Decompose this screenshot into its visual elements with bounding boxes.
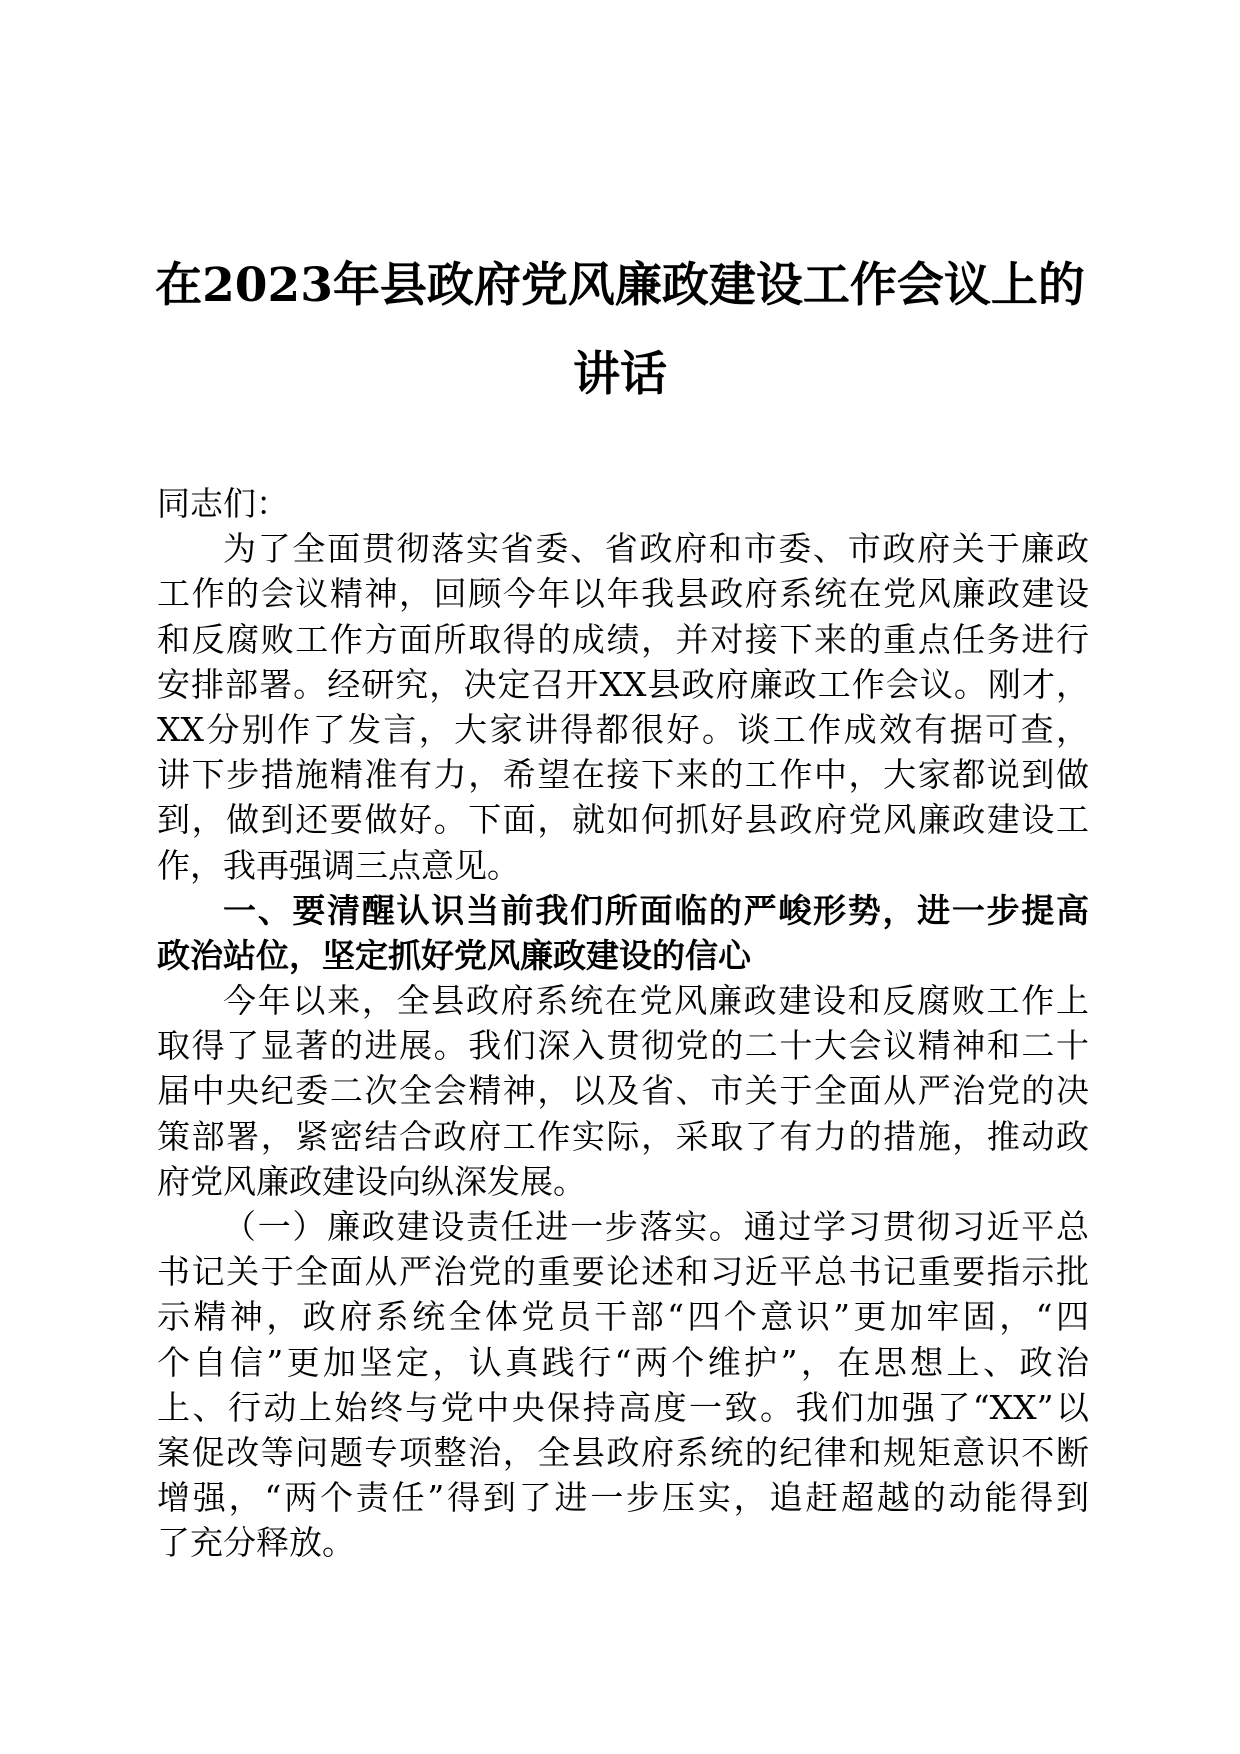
paragraph-line: 了充分释放。 xyxy=(157,1523,355,1563)
section-heading-line: 一、要清醒认识当前我们所面临的严峻形势，进一步提高 xyxy=(223,890,1089,930)
paragraph-line: 增强，“两个责任”得到了进一步压实，追赶超越的动能得到 xyxy=(157,1478,1089,1518)
section-heading-line: 政治站位，坚定抓好党风廉政建设的信心 xyxy=(157,935,751,975)
document-body xyxy=(157,481,1089,1566)
paragraph-line: 上、行动上始终与党中央保持高度一致。我们加强了“XX”以 xyxy=(157,1387,1089,1427)
paragraph-line: 讲下步措施精准有力，希望在接下来的工作中，大家都说到做 xyxy=(157,755,1089,795)
paragraph-line: 示精神，政府系统全体党员干部“四个意识”更加牢固，“四 xyxy=(157,1297,1089,1337)
paragraph-line: 届中央纪委二次全会精神，以及省、市关于全面从严治党的决 xyxy=(157,1071,1089,1111)
paragraph-line: 府党风廉政建设向纵深发展。 xyxy=(157,1161,586,1201)
paragraph-line: XX分别作了发言，大家讲得都很好。谈工作成效有据可查， xyxy=(157,709,1089,749)
paragraph-line: 作，我再强调三点意见。 xyxy=(157,845,520,885)
paragraph-line: 和反腐败工作方面所取得的成绩，并对接下来的重点任务进行 xyxy=(157,619,1089,659)
paragraph-line: （一）廉政建设责任进一步落实。通过学习贯彻习近平总 xyxy=(223,1207,1089,1246)
paragraph-line: 工作的会议精神，回顾今年以年我县政府系统在党风廉政建设 xyxy=(157,574,1089,614)
paragraph-line: 策部署，紧密结合政府工作实际，采取了有力的措施，推动政 xyxy=(157,1116,1089,1156)
paragraph-line: 今年以来，全县政府系统在党风廉政建设和反腐败工作上 xyxy=(223,981,1089,1021)
paragraph-line: 案促改等问题专项整治，全县政府系统的纪律和规矩意识不断 xyxy=(157,1432,1089,1472)
paragraph-line: 书记关于全面从严治党的重要论述和习近平总书记重要指示批 xyxy=(157,1252,1089,1292)
document-title-line-1: 在2023年县政府党风廉政建设工作会议上的 xyxy=(155,258,1085,313)
paragraph-line: 到，做到还要做好。下面，就如何抓好县政府党风廉政建设工 xyxy=(157,800,1089,840)
paragraph-line: 个自信”更加坚定，认真践行“两个维护”，在思想上、政治 xyxy=(157,1342,1089,1382)
paragraph-line: 为了全面贯彻落实省委、省政府和市委、市政府关于廉政 xyxy=(223,529,1089,569)
document-title-line-2: 讲话 xyxy=(573,347,667,402)
paragraph-line: 安排部署。经研究，决定召开XX县政府廉政工作会议。刚才， xyxy=(157,664,1089,704)
paragraph-line: 取得了显著的进展。我们深入贯彻党的二十大会议精神和二十 xyxy=(157,1026,1089,1066)
salutation: 同志们： xyxy=(157,484,289,523)
